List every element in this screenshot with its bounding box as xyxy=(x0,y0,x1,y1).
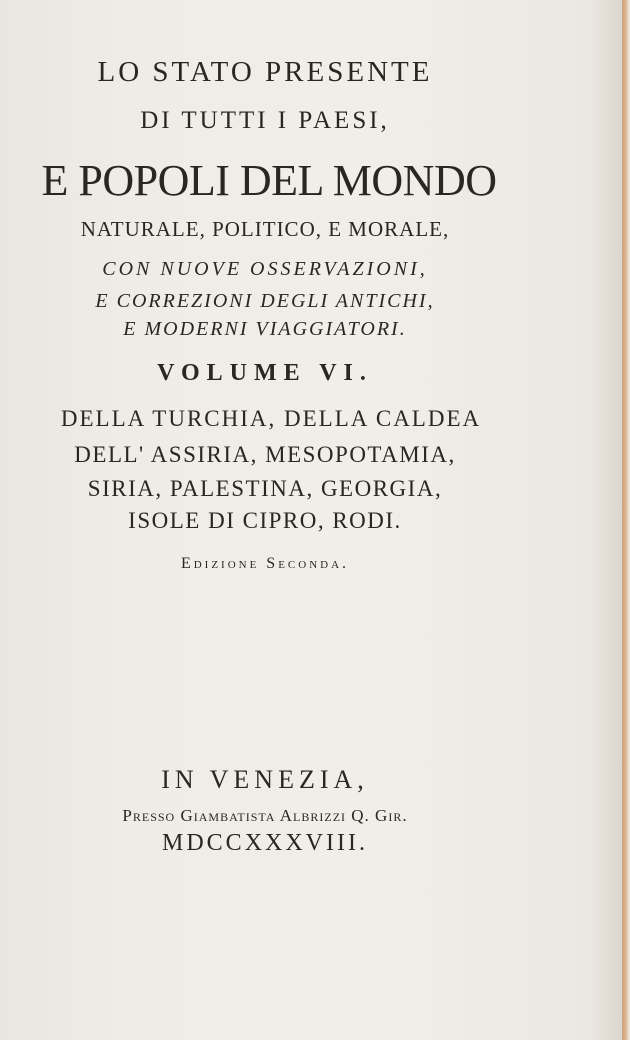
imprint-place: IN VENEZIA, xyxy=(161,765,369,794)
contents-line-2: DELL' ASSIRIA, MESOPOTAMIA, xyxy=(74,442,456,467)
contents-line-3: SIRIA, PALESTINA, GEORGIA, xyxy=(87,476,443,501)
imprint-publisher: Presso Giambatista Albrizzi Q. Gir. xyxy=(122,806,408,825)
title-line-2: DI TUTTI I PAESI, xyxy=(140,107,390,134)
subtitle-italic-2: E CORREZIONI DEGLI ANTICHI, xyxy=(95,290,435,312)
subtitle-italic-1: CON NUOVE OSSERVAZIONI, xyxy=(102,258,428,280)
title-line-1: LO STATO PRESENTE xyxy=(97,56,433,88)
contents-line-4: ISOLE DI CIPRO, RODI. xyxy=(128,508,402,533)
imprint-year: MDCCXXXVIII. xyxy=(162,830,368,856)
main-title: E POPOLI DEL MONDO xyxy=(41,156,497,205)
subtitle-line: NATURALE, POLITICO, E MORALE, xyxy=(80,217,450,241)
contents-line-1: DELLA TURCHIA, DELLA CALDEA xyxy=(60,406,482,431)
page-edge xyxy=(622,0,630,1040)
volume-label: VOLUME VI. xyxy=(157,360,373,386)
subtitle-italic-3: E MODERNI VIAGGIATORI. xyxy=(123,318,407,340)
edition-label: Edizione Seconda. xyxy=(180,555,350,572)
